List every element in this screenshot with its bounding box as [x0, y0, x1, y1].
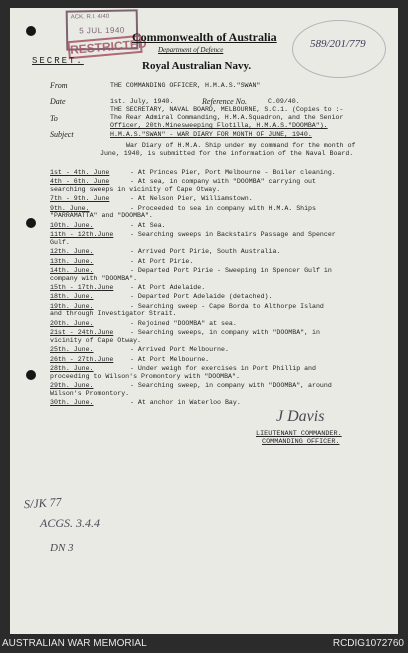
received-stamp-date: 5 JUL 1940: [79, 25, 125, 36]
department: Department of Defence: [158, 46, 224, 54]
diary-date: 13th. June.: [50, 257, 94, 265]
handwritten-note: DN 3: [50, 542, 74, 554]
diary-date: 26th - 27th.June: [50, 355, 114, 363]
diary-text-line: - Under weigh for exercises in Port Phillip and: [130, 365, 316, 372]
diary-text-line: - Searching sweeps in Backstairs Passage and Spencer: [130, 231, 336, 239]
punch-hole: [26, 218, 36, 228]
handwritten-note: S/JK 77: [23, 494, 63, 512]
diary-date: 25th. June.: [50, 346, 94, 354]
diary-date: 28th. June.: [50, 365, 94, 372]
footer-id: RCDIG1072760: [332, 638, 404, 649]
diary-text-line: - Departed Port Adelaide (detached).: [130, 293, 273, 301]
diary-text-line: - At Sea.: [130, 221, 166, 229]
diary-text-line: - At Port Pirie.: [130, 257, 194, 265]
diary-text-line: - Searching sweep, in company with "DOOMBA", around: [130, 382, 332, 389]
from-value: THE COMMANDING OFFICER, H.M.A.S."SWAN": [110, 82, 261, 89]
diary-text: [130, 169, 388, 177]
diary-date: 9th. June.: [50, 204, 90, 212]
diary-date: 15th - 17th.June: [50, 284, 114, 291]
received-stamp-text: ACK. R.I. 4/40: [70, 13, 110, 21]
signatory-rank: LIEUTENANT COMMANDER.: [256, 430, 342, 438]
diary-date: 14th. June.: [50, 267, 94, 274]
diary-text: [130, 346, 388, 354]
intro-line: War Diary of H.M.A. Ship under my command for the month of: [126, 142, 356, 149]
diary-text: [130, 320, 388, 328]
diary-date: 12th. June.: [50, 248, 94, 256]
diary-text-line: - Arrived Port Melbourne.: [130, 346, 229, 354]
reference-value: C.09/40.: [268, 98, 300, 105]
classification: SECRET.: [32, 56, 84, 66]
diary-text-line: proceeding to Wilson's Promontory with "DOOMBA".: [50, 372, 240, 380]
diary-text-line: - At Nelson Pier, Williamstown.: [130, 195, 253, 203]
diary-text: [130, 248, 388, 256]
diary-date: 29th. June.: [50, 382, 94, 389]
diary-text-line: "PARRAMATTA" and "DOOMBA".: [50, 212, 153, 220]
diary-date: 20th. June.: [50, 319, 94, 327]
reference-label: Reference No.: [202, 97, 248, 106]
diary-date: 10th. June.: [50, 221, 94, 229]
diary-text-line: - Rejoined "DOOMBA" at sea.: [130, 319, 237, 327]
diary-text-line: - At Princes Pier, Port Melbourne - Boiler cleaning.: [130, 169, 336, 176]
punch-hole: [26, 370, 36, 380]
signatory-title: COMMANDING OFFICER.: [262, 438, 340, 446]
diary-text: [130, 284, 388, 292]
diary-text-line: searching sweeps in vicinity of Cape Otway.: [50, 185, 221, 193]
diary-date: 30th. June.: [50, 399, 94, 406]
diary-text-line: Wilson's Promontory.: [50, 389, 130, 397]
diary-text-line: - Proceeded to sea in company with H.M.A. Ships: [130, 204, 316, 212]
diary-text-line: - At anchor in Waterloo Bay.: [130, 399, 241, 406]
date-label: Date: [50, 97, 66, 106]
diary-date: 11th - 12th.June: [50, 231, 114, 239]
diary-date: 4th - 6th. June: [50, 178, 110, 186]
diary-text-line: - Searching sweeps, in company with "DOOMBA", in: [130, 329, 320, 337]
punch-hole: [26, 26, 36, 36]
to-line: Officer, 20th.Minesweeping Flotilla, H.M.A.S."DOOMBA").: [110, 122, 328, 129]
date-value: 1st. July, 1940.: [110, 98, 174, 105]
diary-text-line: - At Port Melbourne.: [130, 355, 210, 363]
diary-text-line: - At Port Adelaide.: [130, 284, 206, 291]
file-number: 589/201/779: [310, 38, 366, 50]
to-line: The Rear Admiral Commanding, H.M.A.Squadron, and the Senior: [110, 114, 344, 121]
signature: J Davis: [276, 408, 325, 425]
restricted-stamp: RESTRICTED: [67, 35, 142, 59]
subject-value: H.M.A.S."SWAN" - WAR DIARY FOR MONTH OF JUNE, 1940.: [110, 131, 312, 138]
footer-credit: AUSTRALIAN WAR MEMORIAL: [2, 638, 147, 649]
diary-text-line: - At sea, in company with "DOOMBA" carrying out: [130, 178, 316, 186]
to-label: To: [50, 114, 58, 123]
diary-text: [130, 222, 388, 230]
diary-date: 19th. June.: [50, 302, 94, 310]
diary-date: 7th - 9th. June: [50, 195, 110, 203]
diary-text: [130, 293, 388, 301]
diary-text-line: vicinity of Cape Otway.: [50, 336, 142, 344]
diary-date: 1st - 4th. June: [50, 169, 110, 176]
service-name: Royal Australian Navy.: [142, 60, 252, 72]
diary-text-line: company with "DOOMBA".: [50, 274, 138, 282]
diary-text-line: - Arrived Port Pirie, South Australia.: [130, 248, 281, 256]
diary-date: 18th. June.: [50, 293, 94, 301]
diary-text-line: Gulf.: [50, 238, 70, 246]
diary-text-line: and through Investigator Strait.: [50, 310, 177, 318]
diary-text-line: - Departed Port Pirie - Sweeping in Spencer Gulf in: [130, 267, 332, 274]
subject-label: Subject: [50, 130, 74, 139]
document-title: Commonwealth of Australia: [132, 30, 277, 44]
handwritten-note: ACGS. 3.4.4: [40, 516, 100, 530]
intro-line: June, 1940, is submitted for the information of the Naval Board.: [100, 150, 354, 157]
diary-date: 21st - 24th.June: [50, 329, 114, 337]
diary-text: [130, 195, 388, 203]
to-line: THE SECRETARY, NAVAL BOARD, MELBOURNE, S.C.1. (Copies to :-: [110, 106, 344, 113]
from-label: From: [50, 81, 68, 90]
diary-text: [130, 399, 388, 407]
diary-text-line: - Searching sweep - Cape Borda to Althorpe Island: [130, 302, 324, 310]
diary-text: [130, 258, 388, 266]
document-page: [10, 8, 398, 634]
footer-bar: [0, 634, 408, 653]
diary-text: [130, 356, 388, 364]
